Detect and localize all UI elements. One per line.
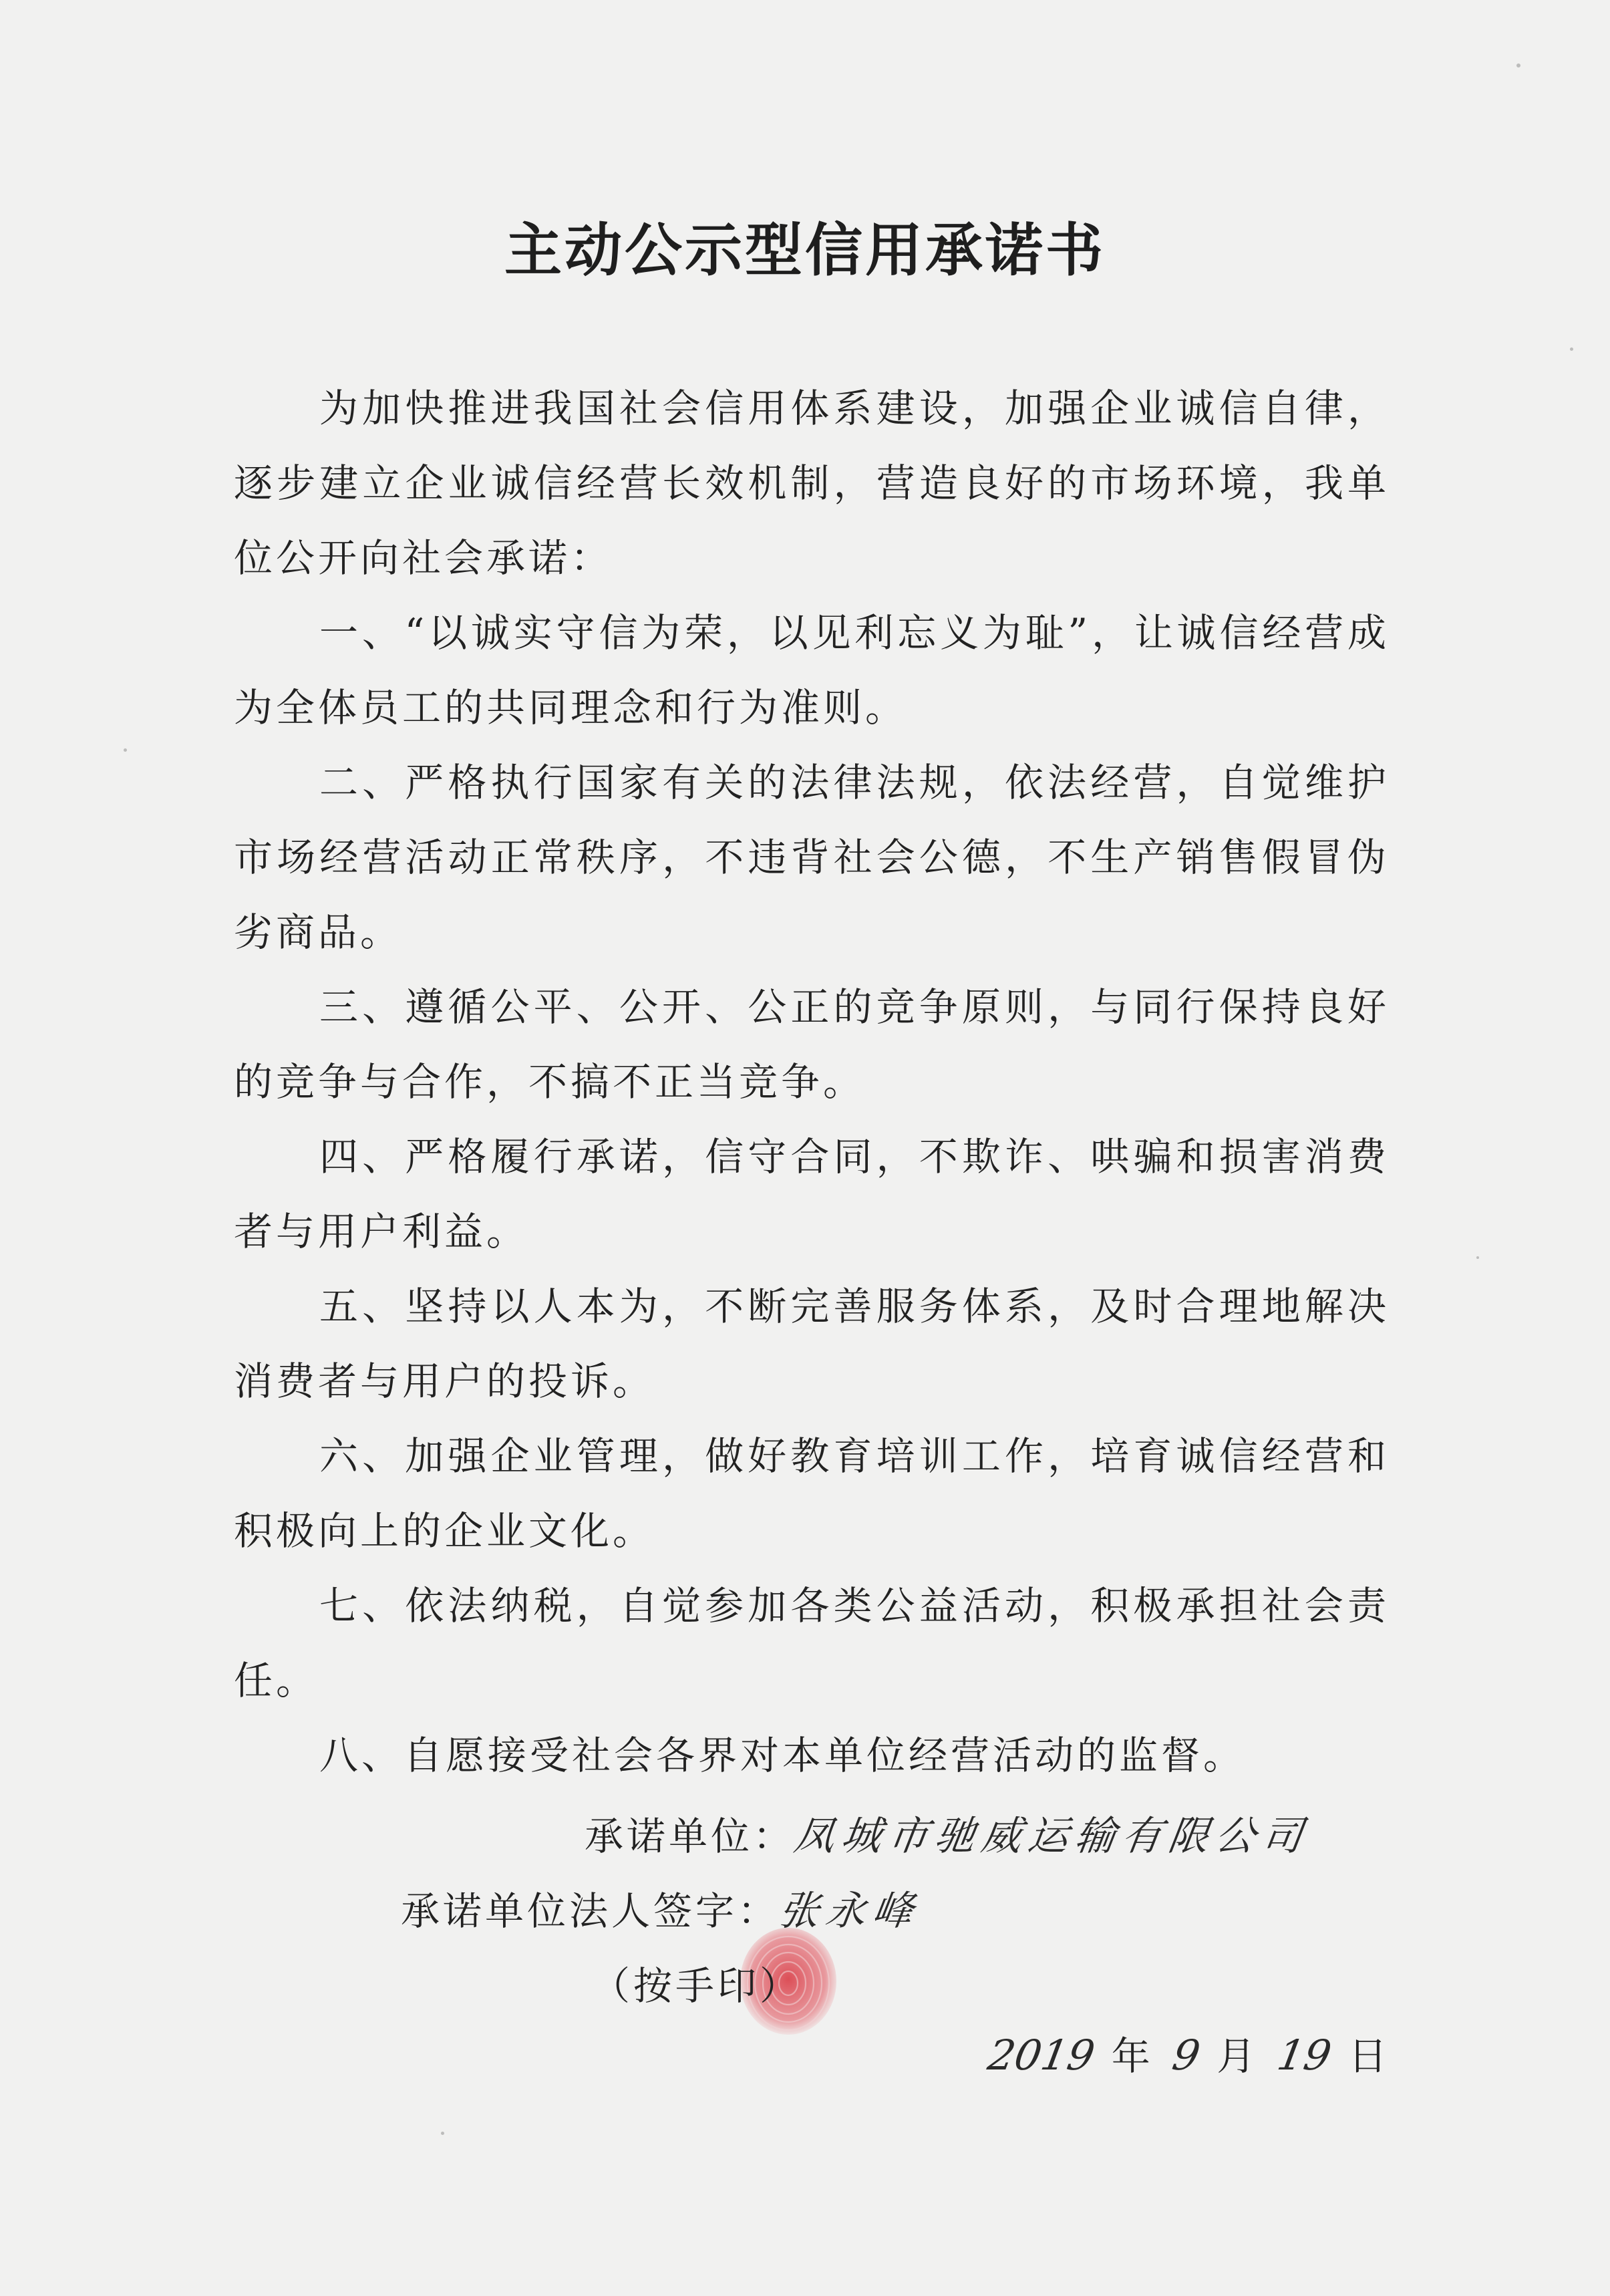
paper-speck <box>1476 1256 1479 1259</box>
paper-speck <box>1516 63 1520 67</box>
date-year-handwritten: 2019 <box>984 2031 1099 2079</box>
legal-rep-row <box>401 1879 923 1936</box>
date-month-unit: 月 <box>1217 2033 1256 2079</box>
signing-date <box>984 2025 1410 2081</box>
commitment-item-6: 六、加强企业管理，做好教育培训工作，培育诚信经营和积极向上的企业文化。 <box>234 1433 1390 1554</box>
commitment-item-4: 四、严格履行承诺，信守合同，不欺诈、哄骗和损害消费者与用户利益。 <box>234 1134 1390 1254</box>
document-title: 主动公示型信用承诺书 <box>504 217 1106 284</box>
committing-unit-handwritten-name: 凤城市驰威运输有限公司 <box>791 1813 1313 1860</box>
date-day-handwritten: 19 <box>1273 2031 1335 2079</box>
committing-unit-label: 承诺单位： <box>585 1814 796 1859</box>
commitment-item-7: 七、依法纳税，自觉参加各类公益活动，积极承担社会责任。 <box>234 1583 1390 1703</box>
legal-rep-handwritten-signature: 张永峰 <box>776 1888 923 1934</box>
date-month-handwritten: 9 <box>1168 2031 1204 2079</box>
intro-paragraph: 为加快推进我国社会信用体系建设，加强企业诚信自律，逐步建立企业诚信经营长效机制，营造良好的市场环境，我单位公开向社会承诺： <box>234 386 1390 581</box>
committing-unit-row <box>585 1804 1313 1862</box>
commitment-item-5: 五、坚持以人本为，不断完善服务体系，及时合理地解决消费者与用户的投诉。 <box>234 1284 1390 1404</box>
paper-speck <box>124 748 127 752</box>
legal-rep-label: 承诺单位法人签字： <box>401 1888 780 1934</box>
paper-speck <box>1570 347 1573 351</box>
date-year-unit: 年 <box>1111 2033 1150 2079</box>
commitment-body <box>234 371 1390 1793</box>
date-day-unit: 日 <box>1348 2033 1388 2079</box>
commitment-item-3: 三、遵循公平、公开、公正的竞争原则，与同行保持良好的竞争与合作，不搞不正当竞争。 <box>234 984 1390 1105</box>
paper-speck <box>441 2132 444 2135</box>
commitment-item-8: 八、自愿接受社会各界对本单位经营活动的监督。 <box>319 1733 1246 1778</box>
commitment-item-1: 一、“以诚实守信为荣，以见利忘义为耻”，让诚信经营成为全体员工的共同理念和行为准则。 <box>234 610 1390 730</box>
fingerprint-note: （按手印） <box>591 1963 802 2009</box>
commitment-item-2: 二、严格执行国家有关的法律法规，依法经营，自觉维护市场经营活动正常秩序，不违背社会公德，不生产销售假冒伪劣商品。 <box>234 760 1390 955</box>
